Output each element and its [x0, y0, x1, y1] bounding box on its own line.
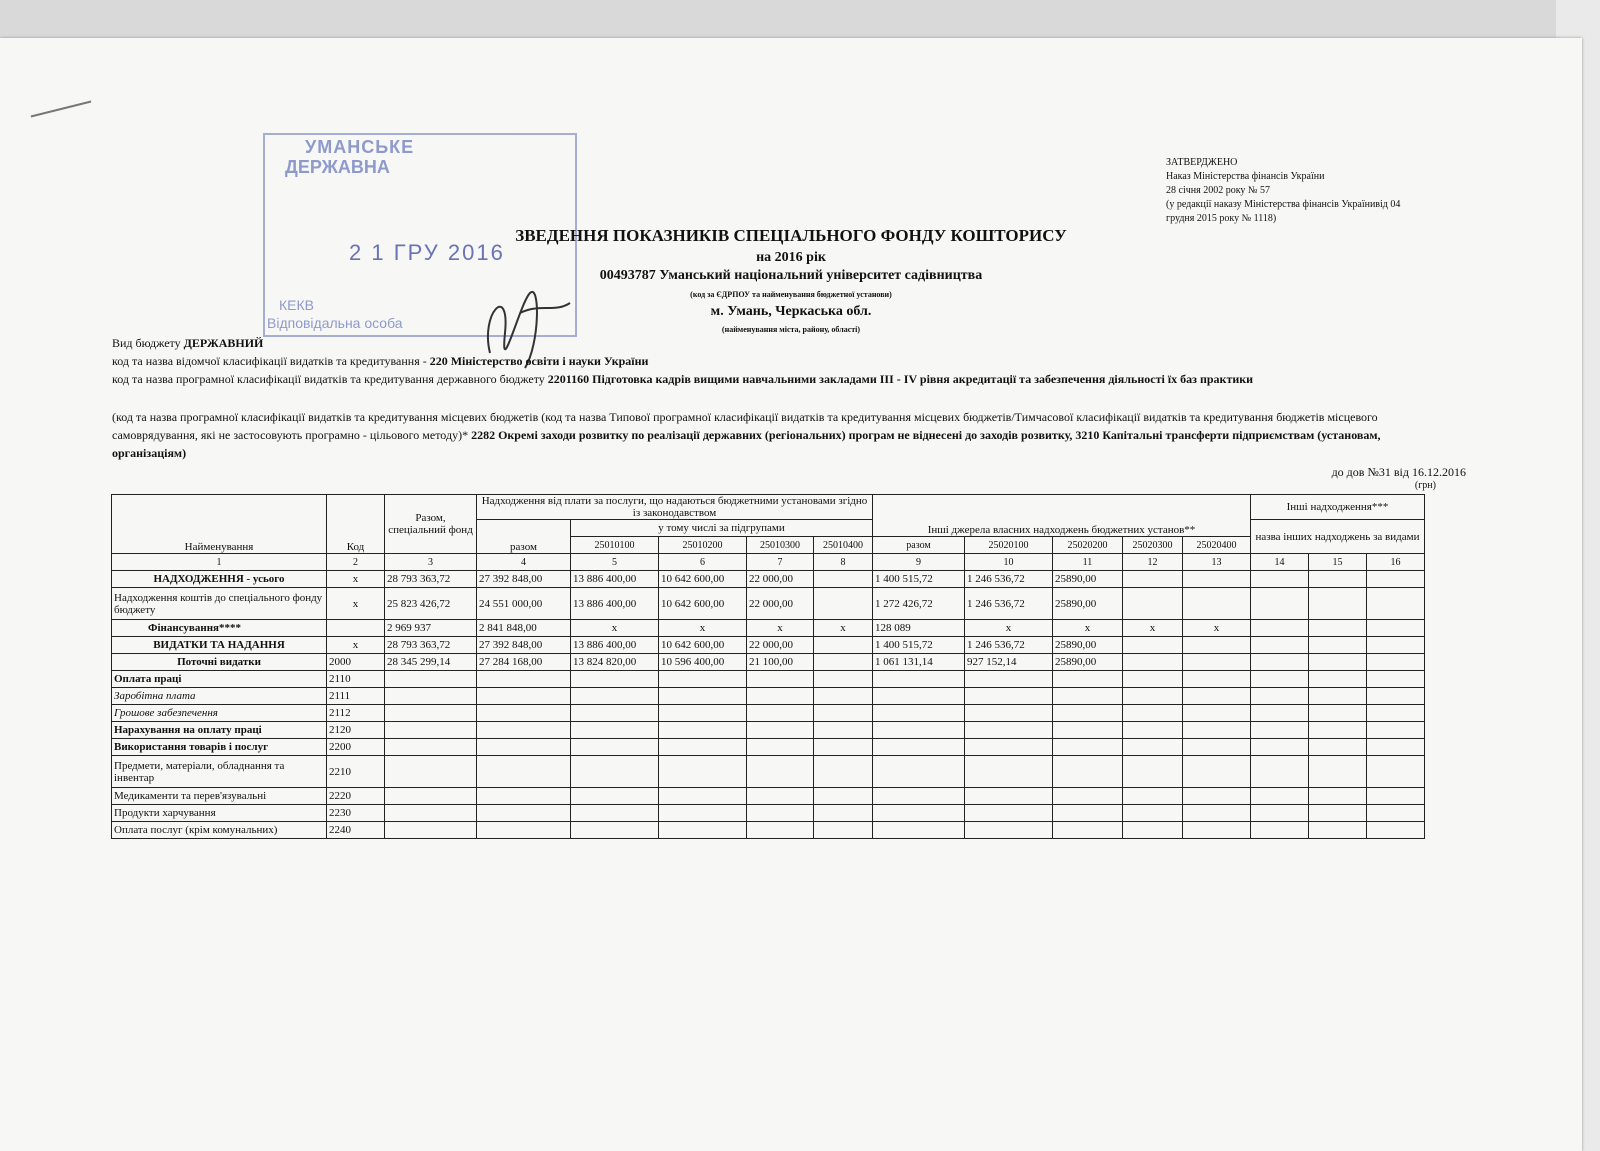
- row-value: [571, 805, 659, 822]
- row-value: [747, 756, 814, 788]
- row-name: Використання товарів і послуг: [112, 739, 327, 756]
- row-value: [965, 788, 1053, 805]
- row-value: 13 886 400,00: [571, 571, 659, 588]
- row-value: [477, 756, 571, 788]
- row-value: [1123, 588, 1183, 620]
- city-note: (найменування міста, району, області): [721, 325, 861, 334]
- row-value: [965, 739, 1053, 756]
- row-value: [1251, 688, 1309, 705]
- row-value: [1309, 722, 1367, 739]
- row-value: 1 400 515,72: [873, 571, 965, 588]
- row-value: [659, 822, 747, 839]
- row-code: 2210: [327, 756, 385, 788]
- row-value: [571, 756, 659, 788]
- row-value: [1309, 822, 1367, 839]
- row-value: [659, 722, 747, 739]
- row-value: [571, 705, 659, 722]
- row-value: [1053, 739, 1123, 756]
- column-number: 3: [385, 554, 477, 571]
- subgroup-code: 25020100: [965, 537, 1053, 554]
- organization-name: 00493787 Уманський національний університет садівництва: [599, 268, 983, 283]
- table-row: [112, 620, 1425, 637]
- row-value: [1251, 637, 1309, 654]
- column-number: 13: [1183, 554, 1251, 571]
- row-value: [571, 788, 659, 805]
- header-name: Найменування: [112, 495, 327, 554]
- row-code: х: [327, 637, 385, 654]
- row-value: 24 551 000,00: [477, 588, 571, 620]
- row-value: [1123, 756, 1183, 788]
- row-value: [1251, 654, 1309, 671]
- row-value: 1 272 426,72: [873, 588, 965, 620]
- row-value: [1123, 654, 1183, 671]
- row-value: [873, 756, 965, 788]
- row-value: [965, 822, 1053, 839]
- row-value: [814, 822, 873, 839]
- row-value: [659, 739, 747, 756]
- row-value: 2 841 848,00: [477, 620, 571, 637]
- row-value: [1183, 637, 1251, 654]
- table-row: [112, 739, 1425, 756]
- row-value: [965, 805, 1053, 822]
- column-number: 4: [477, 554, 571, 571]
- row-code: 2120: [327, 722, 385, 739]
- row-value: [1183, 722, 1251, 739]
- row-code: х: [327, 588, 385, 620]
- row-value: [1123, 637, 1183, 654]
- row-value: [1309, 571, 1367, 588]
- document-year: на 2016 рік: [756, 250, 826, 265]
- row-value: [747, 788, 814, 805]
- table-row: [112, 571, 1425, 588]
- row-value: [659, 671, 747, 688]
- row-value: [1367, 620, 1425, 637]
- header-total: Разом, спеціальний фонд: [385, 495, 477, 554]
- row-value: [873, 671, 965, 688]
- header-other-sources: Інші джерела власних надходжень бюджетних установ**: [873, 495, 1251, 537]
- row-value: [1123, 822, 1183, 839]
- row-code: 2240: [327, 822, 385, 839]
- row-name: Продукти харчування: [112, 805, 327, 822]
- row-value: 927 152,14: [965, 654, 1053, 671]
- row-value: [385, 822, 477, 839]
- row-name: Фінансування****: [112, 620, 327, 637]
- row-value: [477, 671, 571, 688]
- row-value: 13 886 400,00: [571, 637, 659, 654]
- row-value: [477, 739, 571, 756]
- row-value: [1123, 805, 1183, 822]
- currency-note: (грн): [1414, 480, 1436, 491]
- subgroup-code: 25010100: [571, 537, 659, 554]
- row-value: [1367, 571, 1425, 588]
- table-row: [112, 805, 1425, 822]
- program-code: код та назва програмної класифікації видатків та кредитування державного бюджету 2201160 Підготовка кадрів вищими навчальними закладами ІІІ - IV рівня акредитації та забезпечення діяльності їх баз практики: [112, 372, 1254, 386]
- row-value: [1367, 588, 1425, 620]
- budget-table: [111, 494, 1425, 839]
- row-value: [1123, 788, 1183, 805]
- row-value: 10 642 600,00: [659, 637, 747, 654]
- row-value: [1367, 671, 1425, 688]
- row-name: Грошове забезпечення: [112, 705, 327, 722]
- row-value: [571, 822, 659, 839]
- row-value: [814, 637, 873, 654]
- row-value: [1053, 756, 1123, 788]
- budget-type: Вид бюджету ДЕРЖАВНИЙ: [112, 336, 264, 350]
- row-value: [1251, 739, 1309, 756]
- row-value: [571, 739, 659, 756]
- row-value: [873, 822, 965, 839]
- row-name: НАДХОДЖЕННЯ - усього: [112, 571, 327, 588]
- row-value: [965, 688, 1053, 705]
- row-value: [1053, 822, 1123, 839]
- row-value: х: [1053, 620, 1123, 637]
- row-value: [965, 722, 1053, 739]
- row-value: [873, 788, 965, 805]
- reference-note: до дов №31 від 16.12.2016: [1331, 465, 1466, 479]
- row-name: ВИДАТКИ ТА НАДАННЯ: [112, 637, 327, 654]
- column-number: 8: [814, 554, 873, 571]
- row-value: 10 642 600,00: [659, 571, 747, 588]
- row-name: Оплата праці: [112, 671, 327, 688]
- header-fees-sum: разом: [477, 520, 571, 554]
- table-row: [112, 756, 1425, 788]
- row-value: [571, 688, 659, 705]
- row-value: [1183, 788, 1251, 805]
- row-value: [873, 688, 965, 705]
- row-value: 1 246 536,72: [965, 588, 1053, 620]
- row-value: [1367, 822, 1425, 839]
- row-value: [747, 739, 814, 756]
- row-value: [385, 688, 477, 705]
- row-value: [814, 671, 873, 688]
- row-value: [1123, 688, 1183, 705]
- row-value: [1367, 654, 1425, 671]
- row-value: х: [659, 620, 747, 637]
- header-misc-sub: назва інших надходжень за видами: [1251, 520, 1425, 554]
- row-value: [1183, 756, 1251, 788]
- table-row: [112, 637, 1425, 654]
- row-value: [1367, 705, 1425, 722]
- row-name: Медикаменти та перев'язувальні: [112, 788, 327, 805]
- row-code: [327, 620, 385, 637]
- row-value: [814, 688, 873, 705]
- row-value: 25890,00: [1053, 588, 1123, 620]
- row-value: х: [571, 620, 659, 637]
- header-code: Код: [327, 495, 385, 554]
- table-row: [112, 654, 1425, 671]
- column-number: 11: [1053, 554, 1123, 571]
- row-value: [1183, 739, 1251, 756]
- row-value: [873, 739, 965, 756]
- city-name: м. Умань, Черкаська обл.: [710, 304, 872, 319]
- row-value: [1053, 722, 1123, 739]
- row-value: [1183, 571, 1251, 588]
- row-value: х: [814, 620, 873, 637]
- row-value: [659, 688, 747, 705]
- row-value: [385, 756, 477, 788]
- column-number: 9: [873, 554, 965, 571]
- row-value: [477, 722, 571, 739]
- row-value: 10 596 400,00: [659, 654, 747, 671]
- row-value: 1 400 515,72: [873, 637, 965, 654]
- row-value: [814, 788, 873, 805]
- row-value: [1053, 788, 1123, 805]
- row-value: [1251, 788, 1309, 805]
- organization-note: (код за ЄДРПОУ та найменування бюджетної установи): [690, 290, 892, 299]
- row-value: [1309, 588, 1367, 620]
- row-value: 13 886 400,00: [571, 588, 659, 620]
- table-row: [112, 705, 1425, 722]
- row-value: [477, 805, 571, 822]
- subgroup-code: 25020200: [1053, 537, 1123, 554]
- row-value: х: [1183, 620, 1251, 637]
- row-value: [1251, 620, 1309, 637]
- column-numbers-row: [112, 554, 1425, 571]
- column-number: 1: [112, 554, 327, 571]
- row-value: [1309, 805, 1367, 822]
- subgroup-code: 25010400: [814, 537, 873, 554]
- row-value: [814, 588, 873, 620]
- row-value: [965, 705, 1053, 722]
- row-value: 25 823 426,72: [385, 588, 477, 620]
- row-value: [965, 671, 1053, 688]
- row-value: х: [965, 620, 1053, 637]
- row-code: 2000: [327, 654, 385, 671]
- pen-mark: [31, 101, 92, 118]
- row-value: [1367, 739, 1425, 756]
- row-value: [1251, 671, 1309, 688]
- row-value: [1183, 822, 1251, 839]
- document-page: [0, 38, 1582, 1151]
- column-number: 10: [965, 554, 1053, 571]
- row-value: [1251, 822, 1309, 839]
- row-name: Оплата послуг (крім комунальних): [112, 822, 327, 839]
- row-value: [1309, 671, 1367, 688]
- row-name: Нарахування на оплату праці: [112, 722, 327, 739]
- row-value: [1183, 705, 1251, 722]
- row-value: [1053, 705, 1123, 722]
- registration-stamp: УМАНСЬКЕ ДЕРЖАВНА 2 1 ГРУ 2016 КЕКВ Відповідальна особа: [263, 133, 577, 337]
- row-value: 25890,00: [1053, 637, 1123, 654]
- row-value: [1367, 637, 1425, 654]
- row-value: [477, 688, 571, 705]
- column-number: 5: [571, 554, 659, 571]
- approval-block: ЗАТВЕРДЖЕНО Наказ Міністерства фінансів України 28 січня 2002 року № 57 (у редакції наказу Міністерства фінансів Українивід 04 грудня 2015 року № 1118): [1166, 157, 1401, 224]
- row-value: [814, 739, 873, 756]
- row-value: 28 793 363,72: [385, 571, 477, 588]
- row-value: [1367, 805, 1425, 822]
- row-code: 2111: [327, 688, 385, 705]
- row-value: [1123, 705, 1183, 722]
- row-name: Предмети, матеріали, обладнання та інвентар: [112, 756, 327, 788]
- column-number: 6: [659, 554, 747, 571]
- row-name: Заробітна плата: [112, 688, 327, 705]
- table-row: [112, 688, 1425, 705]
- row-value: [873, 722, 965, 739]
- row-value: [814, 705, 873, 722]
- row-value: [1309, 788, 1367, 805]
- table-row: [112, 722, 1425, 739]
- subgroup-code: 25020300: [1123, 537, 1183, 554]
- row-value: 28 345 299,14: [385, 654, 477, 671]
- subgroup-code: 25010200: [659, 537, 747, 554]
- header-other-sum: разом: [873, 537, 965, 554]
- row-value: 2 969 937: [385, 620, 477, 637]
- row-value: [1053, 688, 1123, 705]
- row-value: [814, 805, 873, 822]
- row-value: [747, 805, 814, 822]
- row-value: 128 089: [873, 620, 965, 637]
- subgroup-code: 25020400: [1183, 537, 1251, 554]
- row-value: [1183, 588, 1251, 620]
- row-value: 27 392 848,00: [477, 571, 571, 588]
- header-fees: Надходження від плати за послуги, що надаються бюджетними установами згідно із законодавством: [477, 495, 873, 520]
- row-value: 1 246 536,72: [965, 571, 1053, 588]
- department-code: код та назва відомчої класифікації видатків та кредитування - 220 Міністерство освіти і науки України: [112, 354, 649, 368]
- row-name: Поточні видатки: [112, 654, 327, 671]
- row-value: [1123, 739, 1183, 756]
- row-value: [1367, 688, 1425, 705]
- column-number: 14: [1251, 554, 1309, 571]
- row-value: [1251, 756, 1309, 788]
- row-value: [747, 671, 814, 688]
- row-value: [1251, 722, 1309, 739]
- row-value: [1367, 722, 1425, 739]
- row-value: [571, 671, 659, 688]
- table-row: [112, 822, 1425, 839]
- row-value: [814, 571, 873, 588]
- table-row: [112, 788, 1425, 805]
- column-number: 16: [1367, 554, 1425, 571]
- row-value: 22 000,00: [747, 637, 814, 654]
- row-value: [873, 705, 965, 722]
- row-value: х: [747, 620, 814, 637]
- row-value: [747, 705, 814, 722]
- row-value: [747, 688, 814, 705]
- row-value: [1367, 788, 1425, 805]
- column-number: 2: [327, 554, 385, 571]
- row-value: [873, 805, 965, 822]
- row-value: [814, 756, 873, 788]
- row-code: 2220: [327, 788, 385, 805]
- column-number: 7: [747, 554, 814, 571]
- row-code: 2230: [327, 805, 385, 822]
- row-value: [659, 705, 747, 722]
- row-value: [1123, 722, 1183, 739]
- row-code: х: [327, 571, 385, 588]
- stamp-date: 2 1 ГРУ 2016: [349, 240, 505, 265]
- row-value: [385, 671, 477, 688]
- row-value: [1183, 654, 1251, 671]
- row-value: [1309, 620, 1367, 637]
- local-program-code: (код та назва програмної класифікації видатків та кредитування місцевих бюджетів (код та назва Типової програмної класифікації видатків та кредитування місцевих бюджетів/Тимчасової класифікації видатків та кредитування бюджетів місцевого самоврядування, які не застосовують програмно - цільового методу)* 2282 Окремі заходи розвитку по реалізації державних (регіональних) програм не віднесені до заходів розвитку, 3210 Капітальні трансферти підприємствам (установам, організаціям): [112, 410, 1381, 460]
- row-value: [477, 788, 571, 805]
- row-value: 1 246 536,72: [965, 637, 1053, 654]
- row-value: [385, 705, 477, 722]
- row-value: [1183, 671, 1251, 688]
- row-value: 1 061 131,14: [873, 654, 965, 671]
- row-value: [1309, 739, 1367, 756]
- table-row: [112, 588, 1425, 620]
- row-value: 13 824 820,00: [571, 654, 659, 671]
- table-row: [112, 671, 1425, 688]
- row-value: [965, 756, 1053, 788]
- row-value: [659, 756, 747, 788]
- row-code: 2112: [327, 705, 385, 722]
- row-value: [659, 805, 747, 822]
- row-code: 2200: [327, 739, 385, 756]
- row-value: 10 642 600,00: [659, 588, 747, 620]
- row-code: 2110: [327, 671, 385, 688]
- row-value: 22 000,00: [747, 588, 814, 620]
- header-fees-incl: у тому числі за підгрупами: [571, 520, 873, 537]
- row-value: 22 000,00: [747, 571, 814, 588]
- row-value: [385, 722, 477, 739]
- row-value: [747, 822, 814, 839]
- row-value: 28 793 363,72: [385, 637, 477, 654]
- row-value: [814, 722, 873, 739]
- row-value: [1251, 571, 1309, 588]
- row-value: [1367, 756, 1425, 788]
- row-value: 21 100,00: [747, 654, 814, 671]
- row-value: [1053, 805, 1123, 822]
- subgroup-code: 25010300: [747, 537, 814, 554]
- row-value: [1183, 688, 1251, 705]
- row-value: [1123, 571, 1183, 588]
- row-value: х: [1123, 620, 1183, 637]
- row-value: [1309, 654, 1367, 671]
- header-misc: Інші надходження***: [1251, 495, 1425, 520]
- row-value: 27 392 848,00: [477, 637, 571, 654]
- row-value: 25890,00: [1053, 654, 1123, 671]
- row-value: 27 284 168,00: [477, 654, 571, 671]
- row-value: [1251, 588, 1309, 620]
- document-title: ЗВЕДЕННЯ ПОКАЗНИКІВ СПЕЦІАЛЬНОГО ФОНДУ КОШТОРИСУ: [515, 226, 1067, 245]
- row-value: [659, 788, 747, 805]
- row-value: [571, 722, 659, 739]
- column-number: 15: [1309, 554, 1367, 571]
- row-value: [385, 805, 477, 822]
- row-value: [1309, 637, 1367, 654]
- row-value: [385, 788, 477, 805]
- row-value: [477, 705, 571, 722]
- row-name: Надходження коштів до спеціального фонду бюджету: [112, 588, 327, 620]
- row-value: 25890,00: [1053, 571, 1123, 588]
- row-value: [385, 739, 477, 756]
- row-value: [1251, 705, 1309, 722]
- row-value: [1309, 705, 1367, 722]
- row-value: [1251, 805, 1309, 822]
- row-value: [1183, 805, 1251, 822]
- row-value: [747, 722, 814, 739]
- row-value: [1309, 688, 1367, 705]
- row-value: [477, 822, 571, 839]
- column-number: 12: [1123, 554, 1183, 571]
- row-value: [814, 654, 873, 671]
- row-value: [1123, 671, 1183, 688]
- row-value: [1309, 756, 1367, 788]
- row-value: [1053, 671, 1123, 688]
